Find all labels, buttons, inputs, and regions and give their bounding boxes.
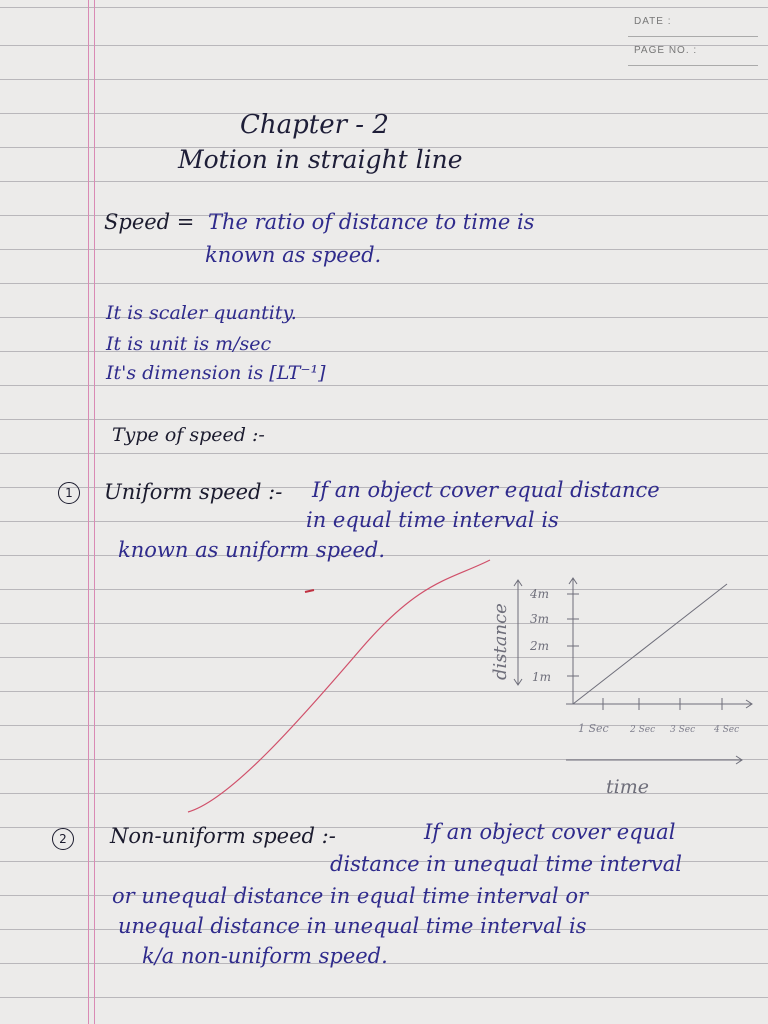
uniform-definition-line3: known as uniform speed. xyxy=(118,538,386,562)
non-uniform-definition-line4: unequal distance in unequal time interval is xyxy=(118,914,587,938)
speed-definition-line2: known as speed. xyxy=(205,243,382,267)
uniform-definition-line1: If an object cover equal distance xyxy=(312,478,660,502)
speed-fact-3: It's dimension is [LT⁻¹] xyxy=(106,362,326,384)
non-uniform-definition-line2: distance in unequal time interval xyxy=(330,852,682,876)
uniform-definition-line2: in equal time interval is xyxy=(306,508,559,532)
speed-label: Speed = xyxy=(104,210,195,234)
types-heading: Type of speed :- xyxy=(112,424,265,446)
y-tick-label: 1m xyxy=(532,670,552,684)
date-label: DATE : xyxy=(634,16,672,27)
speed-definition-line1: The ratio of distance to time is xyxy=(208,210,535,234)
x-tick-label: 4 Sec xyxy=(714,725,740,735)
speed-fact-1: It is scaler quantity. xyxy=(106,302,297,324)
speed-fact-2: It is unit is m/sec xyxy=(106,333,272,355)
non-uniform-definition-line3: or unequal distance in equal time interval or xyxy=(112,884,588,908)
item-number-2: 2 xyxy=(52,828,74,850)
item-number-1: 1 xyxy=(58,482,80,504)
uniform-speed-line xyxy=(573,584,727,704)
uniform-speed-label: Uniform speed :- xyxy=(104,480,283,504)
page-no-label: PAGE NO. : xyxy=(634,45,698,56)
x-tick-label: 1 Sec xyxy=(578,722,609,735)
chapter-title: Chapter - 2 xyxy=(240,110,389,140)
stray-pen-mark xyxy=(188,560,490,812)
stray-pen-dot xyxy=(305,590,314,592)
y-tick-label: 2m xyxy=(530,639,550,653)
x-tick-label: 3 Sec xyxy=(670,725,696,735)
y-tick-label: 3m xyxy=(530,612,550,626)
non-uniform-definition-line5: k/a non-uniform speed. xyxy=(142,944,388,968)
y-tick-label: 4m xyxy=(530,587,550,601)
x-tick-label: 2 Sec xyxy=(630,725,656,735)
non-uniform-definition-line1: If an object cover equal xyxy=(424,820,676,844)
chapter-subtitle: Motion in straight line xyxy=(178,145,463,174)
non-uniform-speed-label: Non-uniform speed :- xyxy=(110,824,336,848)
x-axis-label: time xyxy=(606,776,649,798)
y-axis-label: distance xyxy=(490,603,511,680)
